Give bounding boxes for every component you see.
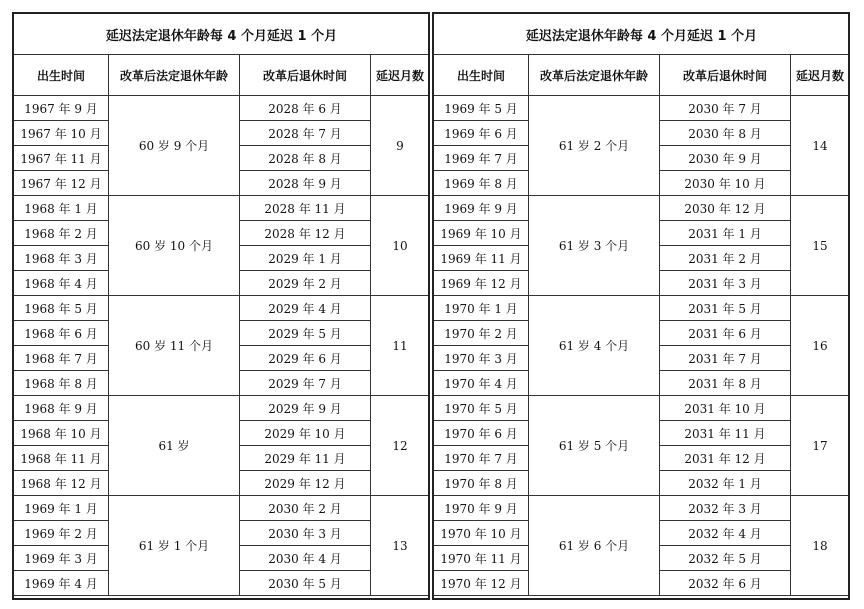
retirement-date-cell: 2030 年 10 月: [660, 171, 791, 196]
retirement-date-cell: 2031 年 3 月: [660, 271, 791, 296]
retirement-age-cell: 61 岁 4 个月: [529, 296, 660, 396]
table-row: [434, 196, 850, 221]
birth-date-cell: 1968 年 2 月: [14, 221, 109, 246]
birth-date-cell: 1969 年 7 月: [434, 146, 529, 171]
birth-date-cell: 1970 年 12 月: [434, 571, 529, 596]
retirement-age-cell: 61 岁 2 个月: [529, 96, 660, 196]
retirement-date-cell: 2029 年 2 月: [240, 271, 371, 296]
birth-date-cell: 1969 年 11 月: [434, 246, 529, 271]
birth-date-cell: 1968 年 3 月: [14, 246, 109, 271]
table-title: 延迟法定退休年龄每 4 个月延迟 1 个月: [434, 14, 850, 55]
column-header: 改革后退休时间: [240, 55, 371, 96]
birth-date-cell: 1969 年 12 月: [434, 271, 529, 296]
retirement-date-cell: 2030 年 12 月: [660, 196, 791, 221]
birth-date-cell: 1969 年 9 月: [434, 196, 529, 221]
table-row: [14, 396, 430, 421]
birth-date-cell: 1969 年 4 月: [14, 571, 109, 596]
retirement-age-cell: 61 岁: [109, 396, 240, 496]
birth-date-cell: 1970 年 10 月: [434, 521, 529, 546]
retirement-date-cell: 2031 年 7 月: [660, 346, 791, 371]
birth-date-cell: 1970 年 4 月: [434, 371, 529, 396]
retirement-date-cell: 2031 年 8 月: [660, 371, 791, 396]
title-row: [434, 14, 850, 55]
birth-date-cell: 1968 年 1 月: [14, 196, 109, 221]
birth-date-cell: 1968 年 9 月: [14, 396, 109, 421]
birth-date-cell: 1969 年 5 月: [434, 96, 529, 121]
retirement-age-cell: 60 岁 10 个月: [109, 196, 240, 296]
birth-date-cell: 1969 年 10 月: [434, 221, 529, 246]
retirement-date-cell: 2028 年 9 月: [240, 171, 371, 196]
retirement-date-cell: 2032 年 3 月: [660, 496, 791, 521]
birth-date-cell: 1968 年 11 月: [14, 446, 109, 471]
retirement-date-cell: 2030 年 9 月: [660, 146, 791, 171]
retirement-date-cell: 2032 年 1 月: [660, 471, 791, 496]
table-row: [434, 396, 850, 421]
retirement-date-cell: 2031 年 12 月: [660, 446, 791, 471]
retirement-age-cell: 61 岁 6 个月: [529, 496, 660, 596]
retirement-date-cell: 2030 年 4 月: [240, 546, 371, 571]
retirement-age-cell: 61 岁 1 个月: [109, 496, 240, 596]
table-row: [434, 296, 850, 321]
retirement-date-cell: 2032 年 6 月: [660, 571, 791, 596]
retirement-date-cell: 2029 年 4 月: [240, 296, 371, 321]
birth-date-cell: 1967 年 10 月: [14, 121, 109, 146]
retirement-date-cell: 2029 年 7 月: [240, 371, 371, 396]
birth-date-cell: 1970 年 9 月: [434, 496, 529, 521]
retirement-age-cell: 61 岁 3 个月: [529, 196, 660, 296]
retirement-date-cell: 2031 年 6 月: [660, 321, 791, 346]
birth-date-cell: 1968 年 7 月: [14, 346, 109, 371]
birth-date-cell: 1969 年 8 月: [434, 171, 529, 196]
delay-months-cell: 12: [371, 396, 430, 496]
title-row: [14, 14, 430, 55]
column-header: 延迟月数: [371, 55, 430, 96]
retirement-date-cell: 2029 年 6 月: [240, 346, 371, 371]
birth-date-cell: 1968 年 4 月: [14, 271, 109, 296]
birth-date-cell: 1970 年 5 月: [434, 396, 529, 421]
birth-date-cell: 1968 年 6 月: [14, 321, 109, 346]
column-header: 改革后退休时间: [660, 55, 791, 96]
birth-date-cell: 1968 年 5 月: [14, 296, 109, 321]
retirement-date-cell: 2031 年 5 月: [660, 296, 791, 321]
birth-date-cell: 1969 年 6 月: [434, 121, 529, 146]
retirement-date-cell: 2029 年 5 月: [240, 321, 371, 346]
delay-months-cell: 9: [371, 96, 430, 196]
table-row: [14, 96, 430, 121]
column-header: 出生时间: [434, 55, 529, 96]
retirement-age-cell: 60 岁 11 个月: [109, 296, 240, 396]
birth-date-cell: 1970 年 1 月: [434, 296, 529, 321]
table-row: [14, 196, 430, 221]
delay-months-cell: 15: [791, 196, 850, 296]
retirement-date-cell: 2030 年 8 月: [660, 121, 791, 146]
birth-date-cell: 1970 年 8 月: [434, 471, 529, 496]
birth-date-cell: 1967 年 12 月: [14, 171, 109, 196]
table-row: [434, 96, 850, 121]
retirement-date-cell: 2029 年 9 月: [240, 396, 371, 421]
column-header: 延迟月数: [791, 55, 850, 96]
birth-date-cell: 1968 年 8 月: [14, 371, 109, 396]
header-row: [434, 55, 850, 96]
birth-date-cell: 1969 年 1 月: [14, 496, 109, 521]
retirement-date-cell: 2029 年 11 月: [240, 446, 371, 471]
birth-date-cell: 1970 年 7 月: [434, 446, 529, 471]
birth-date-cell: 1970 年 11 月: [434, 546, 529, 571]
table-title: 延迟法定退休年龄每 4 个月延迟 1 个月: [14, 14, 430, 55]
retirement-date-cell: 2032 年 5 月: [660, 546, 791, 571]
delay-months-cell: 17: [791, 396, 850, 496]
retirement-date-cell: 2028 年 8 月: [240, 146, 371, 171]
retirement-date-cell: 2029 年 1 月: [240, 246, 371, 271]
retirement-date-cell: 2028 年 6 月: [240, 96, 371, 121]
column-header: 改革后法定退休年龄: [529, 55, 660, 96]
retirement-date-cell: 2029 年 10 月: [240, 421, 371, 446]
retirement-table-right: [433, 13, 850, 596]
retirement-table-left: [13, 13, 430, 596]
retirement-date-cell: 2032 年 4 月: [660, 521, 791, 546]
column-header: 改革后法定退休年龄: [109, 55, 240, 96]
retirement-date-cell: 2031 年 1 月: [660, 221, 791, 246]
table-row: [14, 496, 430, 521]
birth-date-cell: 1968 年 10 月: [14, 421, 109, 446]
delay-months-cell: 13: [371, 496, 430, 596]
delay-months-cell: 16: [791, 296, 850, 396]
birth-date-cell: 1970 年 2 月: [434, 321, 529, 346]
header-row: [14, 55, 430, 96]
birth-date-cell: 1969 年 3 月: [14, 546, 109, 571]
retirement-date-cell: 2030 年 5 月: [240, 571, 371, 596]
retirement-date-cell: 2031 年 11 月: [660, 421, 791, 446]
retirement-date-cell: 2030 年 7 月: [660, 96, 791, 121]
retirement-age-cell: 60 岁 9 个月: [109, 96, 240, 196]
retirement-date-cell: 2030 年 2 月: [240, 496, 371, 521]
retirement-date-cell: 2028 年 7 月: [240, 121, 371, 146]
birth-date-cell: 1967 年 11 月: [14, 146, 109, 171]
column-header: 出生时间: [14, 55, 109, 96]
birth-date-cell: 1968 年 12 月: [14, 471, 109, 496]
delay-months-cell: 11: [371, 296, 430, 396]
birth-date-cell: 1970 年 3 月: [434, 346, 529, 371]
retirement-age-cell: 61 岁 5 个月: [529, 396, 660, 496]
retirement-date-cell: 2031 年 10 月: [660, 396, 791, 421]
delay-months-cell: 10: [371, 196, 430, 296]
retirement-date-cell: 2028 年 12 月: [240, 221, 371, 246]
delay-months-cell: 18: [791, 496, 850, 596]
birth-date-cell: 1969 年 2 月: [14, 521, 109, 546]
retirement-date-cell: 2028 年 11 月: [240, 196, 371, 221]
delay-months-cell: 14: [791, 96, 850, 196]
retirement-date-cell: 2031 年 2 月: [660, 246, 791, 271]
table-row: [14, 296, 430, 321]
birth-date-cell: 1970 年 6 月: [434, 421, 529, 446]
birth-date-cell: 1967 年 9 月: [14, 96, 109, 121]
retirement-date-cell: 2029 年 12 月: [240, 471, 371, 496]
table-row: [434, 496, 850, 521]
retirement-date-cell: 2030 年 3 月: [240, 521, 371, 546]
